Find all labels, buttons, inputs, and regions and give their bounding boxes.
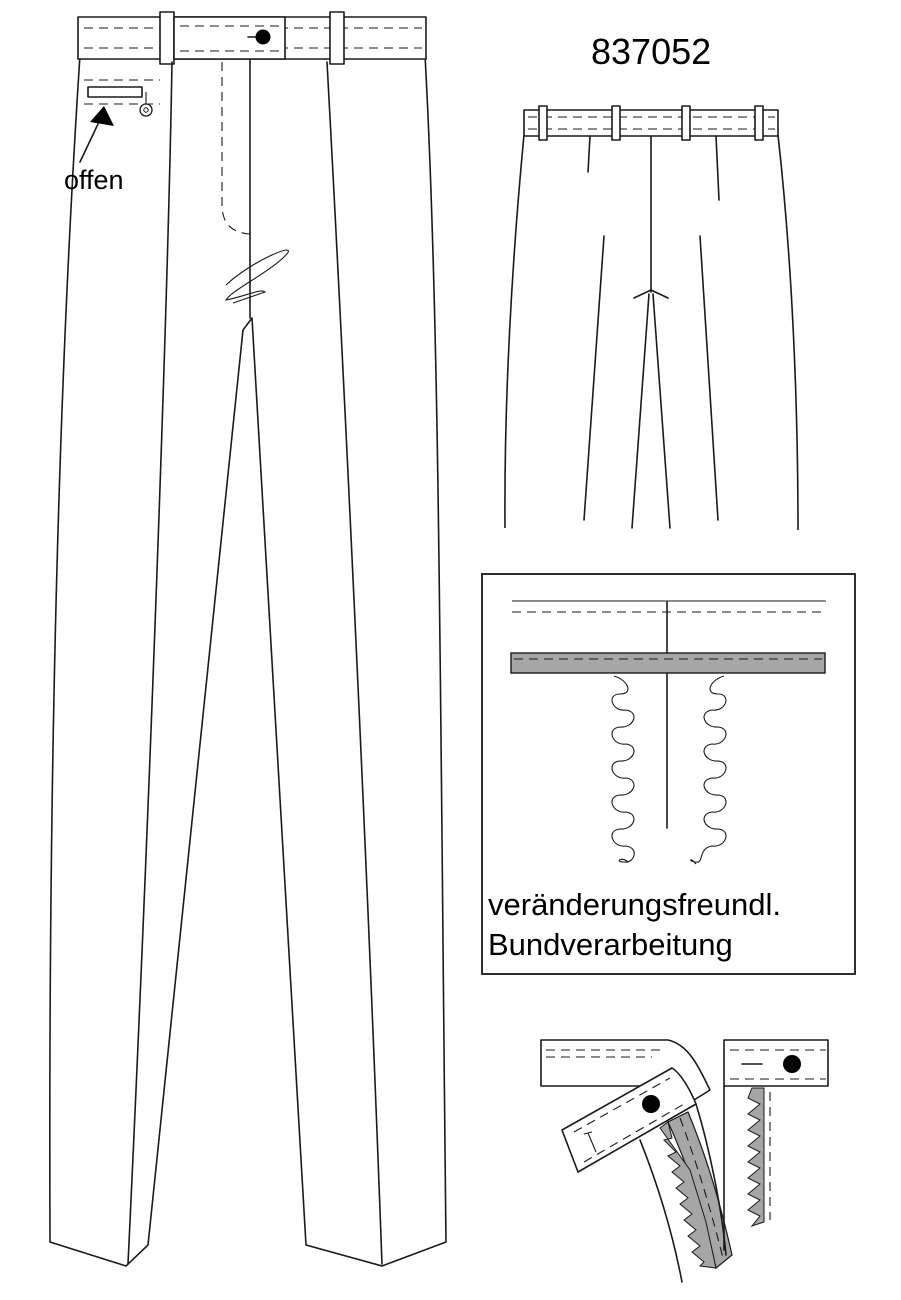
article-number: 837052 <box>591 31 712 72</box>
back-dart-right <box>716 136 719 200</box>
detail-caption-line1: veränderungsfreundl. <box>488 887 781 922</box>
back-belt-loop-4 <box>755 106 763 140</box>
back-belt-loop-3 <box>682 106 690 140</box>
back-crease-right <box>700 236 718 520</box>
back-belt-loop-2 <box>612 106 620 140</box>
back-dart-left <box>588 136 590 172</box>
pocket-welt <box>88 87 142 97</box>
back-inseam-right <box>653 294 670 528</box>
detail-right-button-icon <box>783 1055 801 1073</box>
fly-extension-detail <box>541 1040 828 1282</box>
belt-loop-right <box>330 12 344 64</box>
waistband-button-icon <box>256 30 271 45</box>
pocket-callout-label: offen <box>64 165 124 195</box>
pocket-button-icon <box>140 104 152 116</box>
detail-caption-line2: Bundverarbeitung <box>488 927 733 962</box>
waistband-detail-box <box>482 574 855 974</box>
back-belt-loop-1 <box>539 106 547 140</box>
right-zigzag <box>748 1088 764 1226</box>
back-waistband <box>524 110 778 136</box>
trousers-back-view <box>505 106 798 530</box>
front-silhouette <box>50 55 446 1266</box>
back-inseam-left <box>632 294 649 528</box>
back-crease-left <box>584 236 604 520</box>
detail-gray-band <box>511 653 825 673</box>
extension-button-icon <box>642 1095 660 1113</box>
belt-loop-left <box>160 12 174 64</box>
trousers-front-view <box>50 12 446 1266</box>
